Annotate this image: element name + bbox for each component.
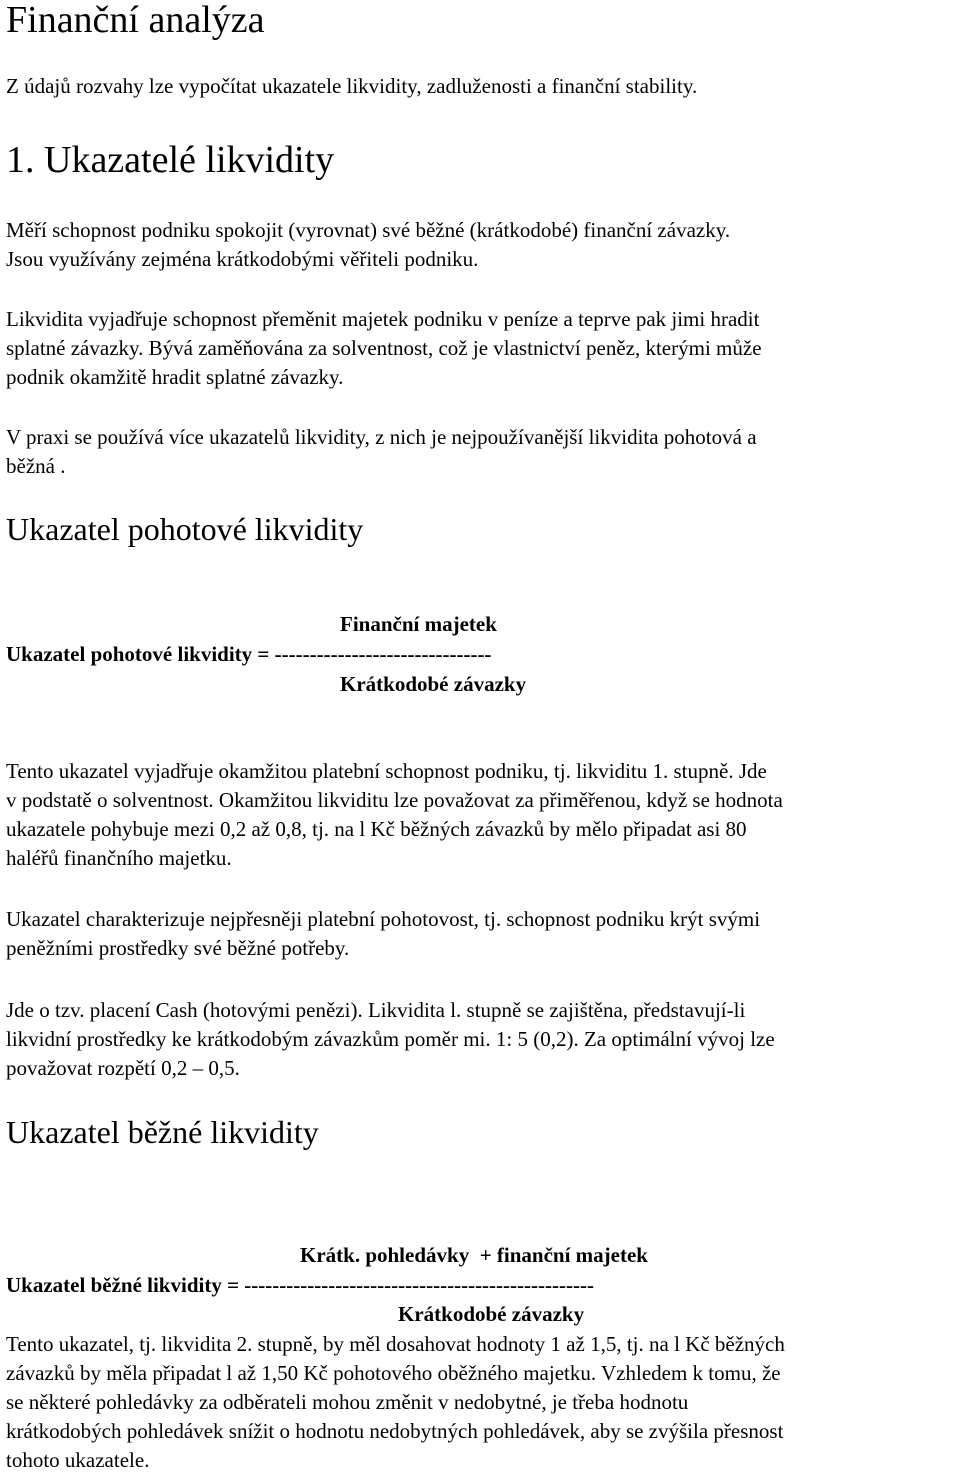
paragraph-line: tohoto ukazatele. [6,1448,150,1472]
section-heading-liquidity: 1. Ukazatelé likvidity [6,139,335,181]
paragraph-line: Jde o tzv. placení Cash (hotovými penězi). Likvidita l. stupně se zajištěna, představují-li [6,998,746,1022]
paragraph-line: V praxi se používá více ukazatelů likvidity, z nich je nejpoužívanější likvidita pohotová a [6,425,757,449]
paragraph-line: podnik okamžitě hradit splatné závazky. [6,365,344,389]
paragraph-line: Jsou využívány zejména krátkodobými věřiteli podniku. [6,247,479,271]
paragraph-line: Měří schopnost podniku spokojit (vyrovnat) své běžné (krátkodobé) finanční závazky. [6,218,731,242]
section-heading-current-ratio: Ukazatel běžné likvidity [6,1114,319,1150]
section-heading-quick-ratio: Ukazatel pohotové likvidity [6,511,364,547]
formula-numerator: Finanční majetek [340,612,497,636]
paragraph-line: běžná . [6,454,66,478]
paragraph-line: ukazatele pohybuje mezi 0,2 až 0,8, tj. na l Kč běžných závazků by mělo připadat asi 80 [6,817,747,841]
formula-denominator: Krátkodobé závazky [340,672,527,696]
paragraph-line: v podstatě o solventnost. Okamžitou likviditu lze považovat za přiměřenou, když se hodnota [6,788,783,812]
paragraph-line: Tento ukazatel, tj. likvidita 2. stupně, by měl dosahovat hodnoty 1 až 1,5, tj. na l Kč běžných [6,1332,785,1356]
paragraph-line: považovat rozpětí 0,2 – 0,5. [6,1056,240,1080]
paragraph-line: Tento ukazatel vyjadřuje okamžitou platební schopnost podniku, tj. likviditu 1. stupně. Jde [6,759,767,783]
formula-line: Ukazatel pohotové likvidity = ------------------------------- [6,642,492,666]
paragraph-line: krátkodobých pohledávek snížit o hodnotu nedobytných pohledávek, aby se zvýšila přesnost [6,1419,784,1443]
paragraph-line: splatné závazky. Bývá zaměňována za solventnost, což je vlastnictví peněz, kterými může [6,336,762,360]
formula-numerator: Krátk. pohledávky + finanční majetek [300,1243,648,1267]
paragraph-line: se některé pohledávky za odběrateli mohou změnit v nedobytné, je třeba hodnotu [6,1390,689,1414]
paragraph-line: peněžními prostředky své běžné potřeby. [6,936,350,960]
paragraph-line: haléřů finančního majetku. [6,846,232,870]
formula-denominator: Krátkodobé závazky [398,1302,585,1326]
paragraph-line: závazků by měla připadat l až 1,50 Kč pohotového oběžného majetku. Vzhledem k tomu, že [6,1361,781,1385]
formula-line: Ukazatel běžné likvidity = -------------------------------------------------- [6,1273,594,1297]
paragraph-line: Likvidita vyjadřuje schopnost přeměnit majetek podniku v peníze a teprve pak jimi hradit [6,307,760,331]
paragraph-line: Ukazatel charakterizuje nejpřesněji platební pohotovost, tj. schopnost podniku krýt svými [6,907,761,931]
intro-paragraph: Z údajů rozvahy lze vypočítat ukazatele likvidity, zadluženosti a finanční stability. [6,74,698,98]
paragraph-line: likvidní prostředky ke krátkodobým závazkům poměr mi. 1: 5 (0,2). Za optimální vývoj lze [6,1027,775,1051]
page-title: Finanční analýza [6,0,265,41]
